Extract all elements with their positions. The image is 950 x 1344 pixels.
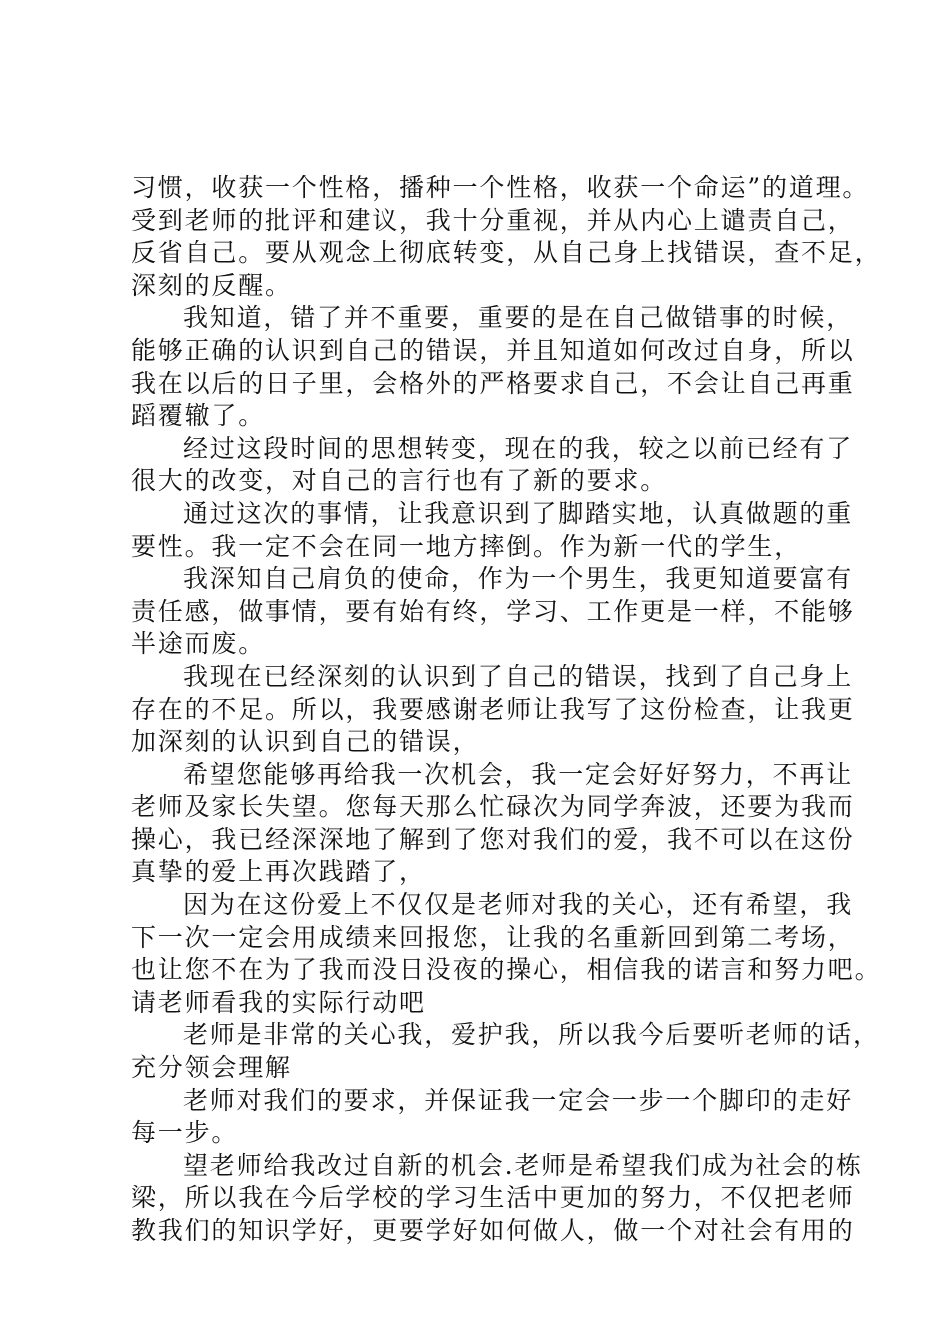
- text-line: 能够正确的认识到自己的错误，并且知道如何改过自身，所以: [131, 335, 855, 365]
- text-line: 存在的不足。所以，我要感谢老师让我写了这份检查，让我更: [131, 694, 855, 724]
- text-line: 下一次一定会用成绩来回报您，让我的名重新回到第二考场，: [131, 922, 855, 952]
- text-line: 受到老师的批评和建议，我十分重视，并从内心上谴责自己，: [131, 205, 855, 235]
- text-line: 充分领会理解: [131, 1053, 292, 1083]
- text-line: 半途而废。: [131, 629, 266, 659]
- text-line: 通过这次的事情，让我意识到了脚踏实地，认真做题的重: [183, 498, 854, 528]
- text-line: 责任感，做事情，要有始有终，学习、工作更是一样，不能够: [131, 596, 855, 626]
- text-line: 我知道，错了并不重要，重要的是在自己做错事的时候，: [183, 303, 854, 333]
- text-line: 要性。我一定不会在同一地方摔倒。作为新一代的学生，: [131, 531, 802, 561]
- text-line: 希望您能够再给我一次机会，我一定会好好努力，不再让: [183, 759, 854, 789]
- text-line: 很大的改变，对自己的言行也有了新的要求。: [131, 466, 668, 496]
- text-line: 真挚的爱上再次践踏了，: [131, 857, 426, 887]
- text-line: 蹈覆辙了。: [131, 401, 266, 431]
- text-line: 每一步。: [131, 1118, 239, 1148]
- text-line: 我在以后的日子里，会格外的严格要求自己，不会让自己再重: [131, 368, 855, 398]
- text-line: 我现在已经深刻的认识到了自己的错误，找到了自己身上: [183, 661, 854, 691]
- text-line: 也让您不在为了我而没日没夜的操心，相信我的诺言和努力吧。: [131, 955, 882, 985]
- document-body: [131, 172, 882, 1248]
- text-line: 教我们的知识学好，更要学好如何做人，做一个对社会有用的: [131, 1216, 855, 1245]
- text-line: 老师是非常的关心我，爱护我，所以我今后要听老师的话，: [183, 1020, 880, 1050]
- text-line: 深刻的反醒。: [131, 270, 292, 300]
- text-line: 老师对我们的要求，并保证我一定会一步一个脚印的走好: [183, 1085, 854, 1115]
- text-line: 老师及家长失望。您每天那么忙碌次为同学奔波，还要为我而: [131, 792, 855, 822]
- text-line: 望老师给我改过自新的机会.老师是希望我们成为社会的栋: [183, 1150, 863, 1180]
- text-line: 操心，我已经深深地了解到了您对我们的爱，我不可以在这份: [131, 824, 855, 854]
- text-line: 反省自己。要从观念上彻底转变，从自己身上找错误，查不足，: [131, 238, 882, 268]
- text-line: 习惯，收获一个性格，播种一个性格，收获一个命运”的道理。: [131, 173, 870, 202]
- text-line: 经过这段时间的思想转变，现在的我，较之以前已经有了: [183, 433, 854, 463]
- text-line: 我深知自己肩负的使命，作为一个男生，我更知道要富有: [183, 564, 854, 594]
- text-line: 请老师看我的实际行动吧: [131, 987, 426, 1017]
- text-line: 加深刻的认识到自己的错误，: [131, 727, 480, 757]
- text-line: 梁，所以我在今后学校的学习生活中更加的努力，不仅把老师: [131, 1183, 855, 1213]
- text-line: 因为在这份爱上不仅仅是老师对我的关心，还有希望，我: [183, 890, 854, 920]
